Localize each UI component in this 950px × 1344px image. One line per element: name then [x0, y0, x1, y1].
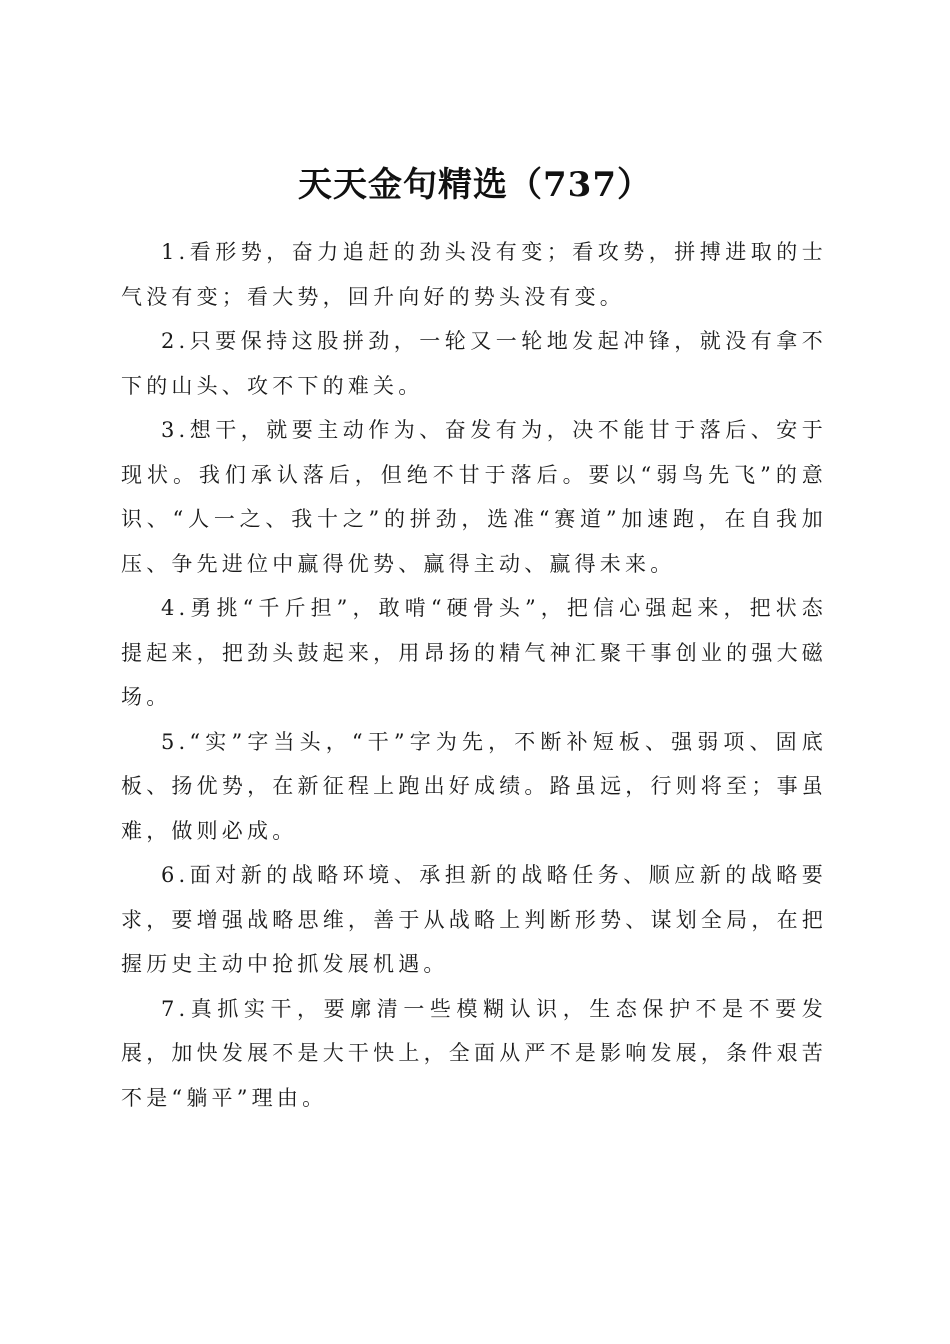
quote-item-7: 7.真抓实干，要廓清一些模糊认识，生态保护不是不要发展，加快发展不是大干快上，全面从严不是影响发展，条件艰苦不是“躺平”理由。	[121, 996, 827, 1110]
quote-item-6: 6.面对新的战略环境、承担新的战略任务、顺应新的战略要求，要增强战略思维，善于从战略上判断形势、谋划全局，在把握历史主动中抢抓发展机遇。	[121, 863, 827, 976]
quote-item-4: 4.勇挑“千斤担”，敢啃“硬骨头”，把信心强起来，把状态提起来，把劲头鼓起来，用昂扬的精气神汇聚干事创业的强大磁场。	[121, 596, 827, 709]
quote-item-3: 3.想干，就要主动作为、奋发有为，决不能甘于落后、安于现状。我们承认落后，但绝不甘于落后。要以“弱鸟先飞”的意识、“人一之、我十之”的拼劲，选准“赛道”加速跑，在自我加压、争先进位中赢得优势、赢得主动、赢得未来。	[121, 418, 827, 576]
quote-item-5: 5.“实”字当头，“干”字为先，不断补短板、强弱项、固底板、扬优势，在新征程上跑出好成绩。路虽远，行则将至；事虽难，做则必成。	[121, 729, 827, 843]
quote-item-2: 2.只要保持这股拼劲，一轮又一轮地发起冲锋，就没有拿不下的山头、攻不下的难关。	[121, 329, 827, 398]
quote-item-1: 1.看形势，奋力追赶的劲头没有变；看攻势，拼搏进取的士气没有变；看大势，回升向好的势头没有变。	[121, 240, 827, 309]
document-title: 天天金句精选（737）	[298, 164, 652, 205]
quote-list	[121, 230, 827, 1120]
